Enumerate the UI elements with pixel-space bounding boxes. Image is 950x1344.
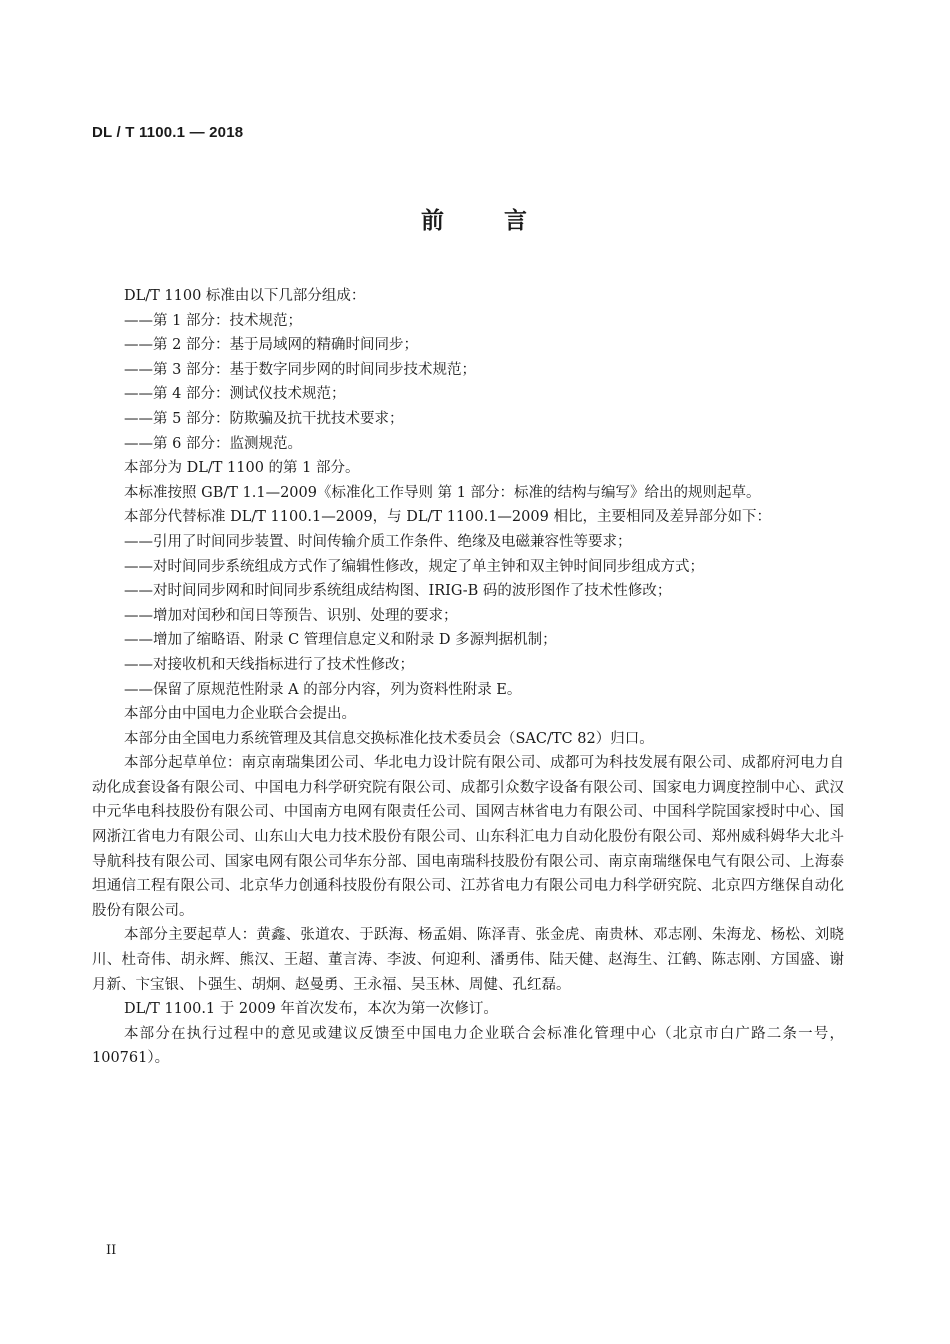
- paragraph: DL/T 1100 标准由以下几部分组成：: [124, 288, 366, 304]
- title-char-1: 前: [421, 208, 446, 234]
- list-item: ——保留了原规范性附录 A 的部分内容，列为资料性附录 E。: [124, 681, 522, 698]
- list-item: ——引用了时间同步装置、时间传输介质工作条件、绝缘及电磁兼容性等要求；: [124, 533, 632, 550]
- document-body: [92, 284, 844, 1071]
- list-item: ——第 3 部分：基于数字同步网的时间同步技术规范；: [124, 361, 476, 378]
- list-item: ——第 2 部分：基于局域网的精确时间同步；: [124, 337, 418, 354]
- paragraph: 本部分主要起草人：黄鑫、张道农、于跃海、杨孟娟、陈泽青、张金虎、南贵林、邓志刚、朱海龙、杨松、刘晓川、杜奇伟、胡永辉、熊汉、王超、董言涛、李波、何迎利、潘勇伟、陆天健、赵海生、江鹤、陈志刚、方国盛、谢月新、卞宝银、卜强生、胡炯、赵曼勇、王永福、吴玉林、周健、孔红磊。: [92, 927, 844, 993]
- paragraph: 本部分代替标准 DL/T 1100.1—2009，与 DL/T 1100.1—2009 相比，主要相同及差异部分如下：: [124, 509, 771, 526]
- paragraph: DL/T 1100.1 于 2009 年首次发布，本次为第一次修订。: [124, 1001, 498, 1018]
- page-title: [0, 202, 950, 235]
- list-item: ——对时间同步网和时间同步系统组成结构图、IRIG-B 码的波形图作了技术性修改；: [124, 583, 672, 600]
- list-item: ——第 6 部分：监测规范。: [124, 435, 302, 452]
- list-item: ——第 1 部分：技术规范；: [124, 312, 302, 329]
- list-item: ——增加了缩略语、附录 C 管理信息定义和附录 D 多源判据机制；: [124, 632, 557, 649]
- paragraph: 本部分为 DL/T 1100 的第 1 部分。: [124, 460, 360, 477]
- list-item: ——对时间同步系统组成方式作了编辑性修改，规定了单主钟和双主钟时间同步组成方式；: [124, 558, 704, 575]
- list-item: ——增加对闰秒和闰日等预告、识别、处理的要求；: [124, 607, 458, 624]
- paragraph: 本部分由中国电力企业联合会提出。: [124, 706, 356, 723]
- list-item: ——第 5 部分：防欺骗及抗干扰技术要求；: [124, 410, 404, 427]
- list-item: ——第 4 部分：测试仪技术规范；: [124, 386, 346, 403]
- paragraph: 本部分起草单位：南京南瑞集团公司、华北电力设计院有限公司、成都可为科技发展有限公司、成都府河电力自动化成套设备有限公司、中国电力科学研究院有限公司、成都引众数字设备有限公司、国家电力调度控制中心、武汉中元华电科技股份有限公司、中国南方电网有限责任公司、国网吉林省电力有限公司、中国科学院国家授时中心、国网浙江省电力有限公司、山东山大电力技术股份有限公司、山东科汇电力自动化股份有限公司、郑州威科姆华大北斗导航科技有限公司、国家电网有限公司华东分部、国电南瑞科技股份有限公司、南京南瑞继保电气有限公司、上海泰坦通信工程有限公司、北京华力创通科技股份有限公司、江苏省电力有限公司电力科学研究院、北京四方继保自动化股份有限公司。: [92, 755, 844, 919]
- paragraph: 本标准按照 GB/T 1.1—2009《标准化工作导则 第 1 部分：标准的结构与编写》给出的规则起草。: [124, 484, 761, 501]
- page-number: II: [106, 1243, 117, 1258]
- title-char-2: 言: [504, 208, 529, 234]
- paragraph: 本部分在执行过程中的意见或建议反馈至中国电力企业联合会标准化管理中心（北京市白广路二条一号，100761）。: [92, 1025, 844, 1067]
- list-item: ——对接收机和天线指标进行了技术性修改；: [124, 656, 414, 673]
- document-code: DL / T 1100.1 — 2018: [92, 124, 244, 141]
- paragraph: 本部分由全国电力系统管理及其信息交换标准化技术委员会（SAC/TC 82）归口。: [124, 730, 654, 747]
